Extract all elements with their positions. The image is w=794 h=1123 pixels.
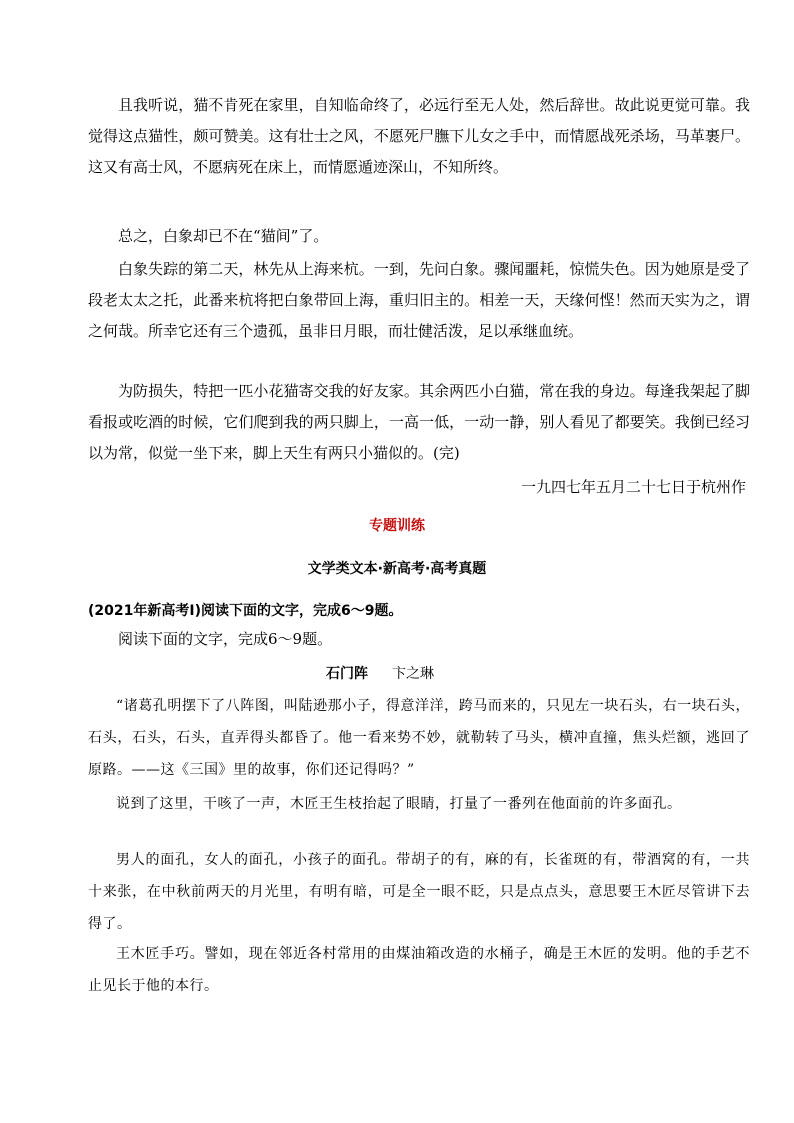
question-instruction: 阅读下面的文字，完成6～9题。 [118, 630, 333, 648]
essay-paragraph-1: 且我听说，猫不肯死在家里，自知临命终了，必远行至无人处，然后辞世。故此说更觉可靠。我觉得这点猫性，颇可赞美。这有壮士之风，不愿死尸膴下儿女之手中，而情愿战死杀场，马革裹尸。这又有高士风，不愿病死在床上，而情愿遁迹深山，不知所终。 [88, 96, 750, 176]
story-paragraph-4: 王木匠手巧。譬如，现在邻近各村常用的由煤油箱改造的水桶子，确是王木匠的发明。他的手艺不止见长于他的本行。 [88, 946, 750, 994]
essay-paragraph-3: 白象失踪的第二天，林先从上海来杭。一到，先问白象。骤闻噩耗，惊慌失色。因为她原是受了段老太太之托，此番来杭将把白象带回上海，重归旧主的。相差一天，天缘何悭！然而天实为之，谓之何哉。所幸它还有三个遗孤，虽非日月眼，而壮健活泼，足以承继血统。 [88, 260, 750, 340]
section-title: 专题训练 [369, 518, 425, 534]
story-paragraph-2: 说到了这里，干咳了一声，木匠王生枝抬起了眼睛，打量了一番列在他面前的许多面孔。 [116, 796, 682, 812]
story-author: 卞之琳 [392, 666, 434, 682]
essay-paragraph-4: 为防损失，特把一匹小花猫寄交我的好友家。其余两匹小白猫，常在我的身边。每逢我架起了脚看报或吃酒的时候，它们爬到我的两只脚上，一高一低，一动一静，别人看见了都要笑。我倒已经习以为常，似觉一坐下来，脚上天生有两只小猫似的。(完) [88, 382, 750, 462]
section-subtitle: 文学类文本·新高考·高考真题 [307, 561, 487, 577]
question-header: (2021年新高考Ⅰ)阅读下面的文字，完成6～9题。 [88, 603, 403, 619]
essay-signature: 一九四七年五月二十七日于杭州作 [520, 478, 746, 496]
story-paragraph-1: “诸葛孔明摆下了八阵图，叫陆逊那小子，得意洋洋，跨马而来的，只见左一块石头，右一块石头，石头，石头，石头，直弄得头都昏了。他一看来势不妙，就勒转了马头，横冲直撞，焦头烂额，逃回了原路。——这《三国》里的故事，你们还记得吗？” [88, 698, 750, 778]
story-title: 石门阵 [326, 666, 368, 682]
story-paragraph-3: 男人的面孔，女人的面孔，小孩子的面孔。带胡子的有，麻的有，长雀斑的有，带酒窝的有，一共十来张，在中秋前两天的月光里，有明有暗，可是全一眼不眨，只是点点头，意思要王木匠尽管讲下去得了。 [88, 852, 750, 932]
essay-paragraph-2: 总之，白象却已不在“猫间”了。 [118, 227, 329, 245]
